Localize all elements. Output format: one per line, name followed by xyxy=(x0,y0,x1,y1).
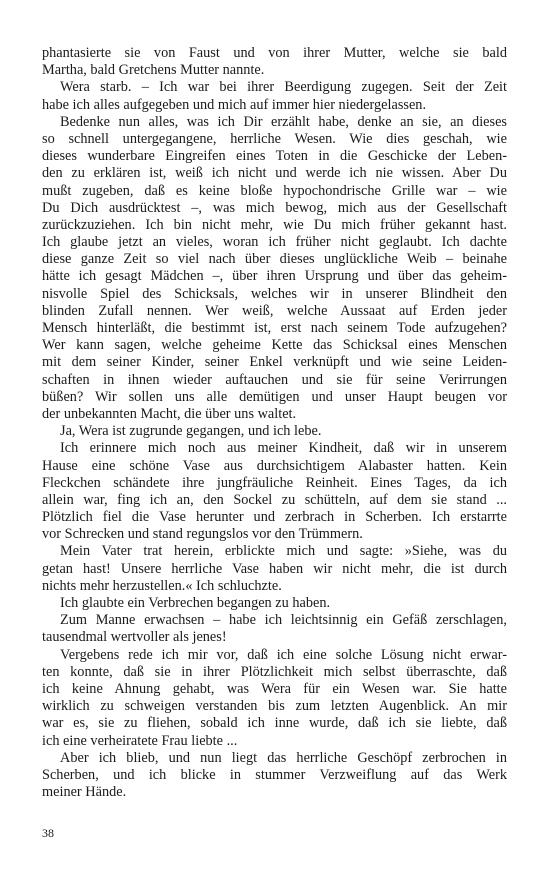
text-line: war es, sie zu fliehen, sobald ich inne wurde, daß ich sie liebte, daß xyxy=(42,715,507,732)
page-number: 38 xyxy=(42,826,54,840)
text-line: Plötzlich fiel die Vase herunter und zerbrach in Scherben. Ich erstarrte xyxy=(42,509,507,526)
text-line: Wer kann sagen, welche geheime Kette das Schicksal eines Menschen xyxy=(42,337,507,354)
text-line: blinden Zufall nennen. Wer weiß, welche Aussaat auf Erden jeder xyxy=(42,302,507,319)
text-line: Zum Manne erwachsen – habe ich leichtsinnig ein Gefäß zerschlagen, xyxy=(60,612,507,629)
text-line: so schnell untergegangene, herrliche Wesen. Wie dies geschah, wie xyxy=(42,130,507,147)
text-line: Martha, bald Gretchens Mutter nannte. xyxy=(42,62,265,79)
text-line: Aber ich blieb, und nun liegt das herrliche Geschöpf zerbrochen in xyxy=(60,749,507,766)
page-body xyxy=(42,45,507,801)
text-line: diese ganze Zeit so viel nach über dieses unglückliche Weib – beinahe xyxy=(42,251,507,268)
text-line: schaften in ihnen wieder auftauchen und sie für seine Verirrungen xyxy=(42,371,507,388)
text-line: vor Schrecken und stand regungslos vor den Trümmern. xyxy=(42,526,363,543)
text-line: Ich glaubte ein Verbrechen begangen zu haben. xyxy=(60,595,331,611)
text-line: büßen? Wir sollen uns alle demütigen und unser Haupt beugen vor xyxy=(42,388,507,405)
text-line: den zu erklären ist, weiß ich nicht und werde ich nie wissen. Aber Du xyxy=(42,165,507,182)
text-line: Ja, Wera ist zugrunde gegangen, und ich lebe. xyxy=(60,423,322,440)
text-line: allein war, fing ich an, den Sockel zu schütteln, auf dem sie stand ... xyxy=(42,491,507,508)
text-line: Scherben, und ich blicke in stummer Verzweiflung auf das Werk xyxy=(42,766,507,783)
text-line: Fleckchen schändete ihre jungfräuliche Reinheit. Eines Tages, da ich xyxy=(42,474,507,491)
text-line: Hause eine schöne Vase aus durchsichtigem Alabaster hatten. Kein xyxy=(42,457,507,474)
text-line: habe ich alles aufgegeben und mich auf immer hier niedergelassen. xyxy=(42,96,427,113)
text-line: phantasierte sie von Faust und von ihrer Mutter, welche sie bald xyxy=(42,45,507,61)
text-line: nichts mehr herzustellen.« Ich schluchzte. xyxy=(42,577,282,594)
text-line: ich keine Ahnung gehabt, was Wera für ein Wesen war. Sie hatte xyxy=(42,680,507,697)
text-line: Ich erinnere mich noch aus meiner Kindheit, daß wir in unserem xyxy=(60,440,507,457)
text-line: Wera starb. – Ich war bei ihrer Beerdigung zugegen. Seit der Zeit xyxy=(60,79,507,96)
text-line: getan hast! Unsere herrliche Vase haben wir nicht mehr, die ist durch xyxy=(42,560,507,577)
text-line: Mensch hinterläßt, die bestimmt ist, erst nach seinem Tode aufzugehen? xyxy=(42,320,507,336)
text-line: Mein Vater trat herein, erblickte mich und sagte: »Siehe, was du xyxy=(60,543,507,560)
text-line: Vergebens rede ich mir vor, daß ich eine solche Lösung nicht erwar- xyxy=(60,646,507,663)
text-line: Ich glaube jetzt an vieles, woran ich früher nicht geglaubt. Ich dachte xyxy=(42,234,507,251)
text-line: wirklich zu schweigen verstanden bis zum letzten Augenblick. An mir xyxy=(42,698,507,715)
text-line: hätte ich gesagt Mädchen –, über ihren Ursprung und über das geheim- xyxy=(42,268,507,285)
text-line: der unbekannten Macht, die über uns waltet. xyxy=(42,405,297,422)
text-line: Du Dich ausdrücktest –, was mich bewog, mich aus der Gesellschaft xyxy=(42,199,507,216)
text-line: zurückzuziehen. Ich bin nicht mehr, wie Du mich früher gekannt hast. xyxy=(42,216,507,233)
text-line: meiner Hände. xyxy=(42,784,127,801)
text-line: dieses wunderbare Eingreifen eines Toten in die Geschicke der Leben- xyxy=(42,148,507,165)
text-line: nisvolle Spiel des Schicksals, welches wir in unserer Blindheit den xyxy=(42,285,507,302)
text-line: ich eine verheiratete Frau liebte ... xyxy=(42,732,238,749)
text-line: Bedenke nun alles, was ich Dir erzählt habe, denke an sie, an dieses xyxy=(60,113,507,130)
text-line: mit dem seiner Kinder, seiner Enkel verknüpft und wie seine Leiden- xyxy=(42,354,507,371)
text-line: tausendmal wertvoller als jenes! xyxy=(42,629,227,646)
text-line: ten konnte, daß sie in ihrer Plötzlichkeit mich selbst überraschte, daß xyxy=(42,663,507,680)
text-line: mußt zugeben, daß es keine bloße hypochondrische Grille war – wie xyxy=(42,182,507,199)
